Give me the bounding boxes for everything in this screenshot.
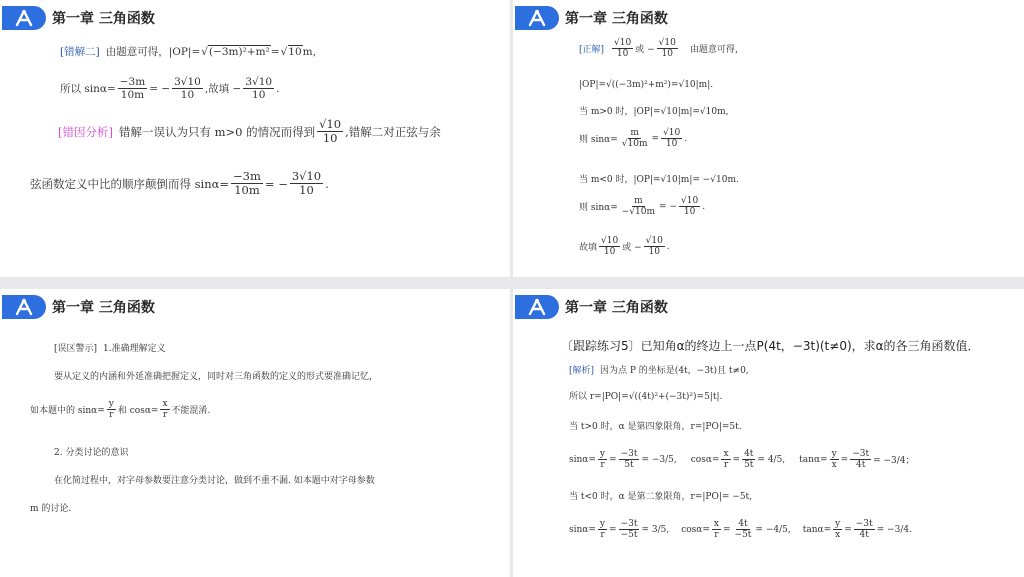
denominator: −5t (620, 530, 638, 541)
denominator: 10 (180, 89, 195, 102)
numerator: √10 (663, 128, 681, 138)
text: . (276, 82, 280, 95)
slide-header (515, 294, 668, 320)
fraction (620, 196, 657, 218)
numerator: y (835, 519, 841, 529)
chapter-title: 第一章 三角函数 (565, 300, 668, 316)
denominator: 4t (859, 530, 869, 541)
text: 错解一误认为只有 m>0 的情况而得到 (118, 124, 316, 139)
numerator: −3t (855, 519, 873, 529)
numerator: √10 (614, 38, 632, 48)
text: 或 − (622, 243, 642, 254)
denominator: x (831, 460, 837, 471)
text: tanα= (802, 524, 832, 535)
numerator: −3t (620, 449, 638, 459)
denominator: 4t (855, 460, 866, 471)
fraction (850, 449, 871, 471)
denominator: r (162, 410, 168, 421)
numerator: 3√10 (291, 169, 322, 183)
slide-header (2, 5, 155, 31)
exercise-prompt: 〔跟踪练习5〕已知角α的终边上一点P(4t，−3t)(t≠0)，求α的各三角函数值． (561, 339, 980, 353)
slide-header (515, 5, 668, 31)
denominator: r (600, 530, 605, 541)
text: = −3/4. (876, 524, 912, 535)
logo-badge (515, 295, 559, 319)
text-line (60, 44, 316, 59)
denominator: −√10m (621, 207, 656, 218)
numerator: √10 (601, 236, 619, 246)
text: tanα= (799, 454, 828, 465)
text: 则 sinα= (579, 135, 618, 146)
numerator: √10 (681, 196, 699, 206)
fraction (620, 128, 650, 150)
fraction (160, 399, 169, 421)
denominator: 10 (648, 247, 660, 258)
denominator: 10 (665, 139, 678, 150)
numerator: y (599, 449, 606, 459)
slide-2 (513, 0, 1024, 277)
denominator: −5t (734, 530, 752, 541)
denominator: 10 (616, 49, 629, 60)
numerator: x (723, 449, 729, 459)
text: 由题意可得，|OP|= (105, 46, 201, 58)
fraction (231, 170, 263, 197)
numerator: x (713, 519, 719, 529)
text-line (569, 363, 749, 376)
slide-4 (513, 289, 1024, 577)
text: cosα= (690, 454, 720, 465)
text-line: 当 t>0 时，α 是第四象限角，r=|PO|=5t. (569, 422, 742, 432)
fraction (679, 196, 700, 218)
text-line (579, 236, 670, 258)
text: ,错解二对正弦与余 (345, 124, 441, 139)
sqrt (280, 46, 303, 58)
compass-icon (526, 298, 548, 316)
text: 不能混淆. (171, 406, 211, 417)
text-line: 在化简过程中，对字母参数要注意分类讨论，做到不重不漏. 如本题中对字母参数 (54, 476, 375, 486)
fraction (118, 76, 147, 101)
fraction (721, 449, 730, 471)
text: 或 − (635, 45, 655, 56)
text-line: 当 t<0 时，α 是第二象限角，r=|PO|= −5t, (569, 492, 753, 502)
compass-icon (13, 9, 35, 27)
section-tag: [误区警示] (54, 344, 98, 354)
logo-badge (2, 6, 46, 30)
fraction (598, 519, 607, 541)
numerator: y (599, 519, 606, 529)
section-tag: [解析] (569, 366, 595, 376)
denominator: 10 (661, 49, 673, 60)
text: 由题意可得， (689, 45, 744, 56)
text: . (684, 133, 688, 144)
text: 和 cosα= (117, 406, 159, 417)
text-line (579, 38, 744, 60)
denominator: 10 (683, 207, 696, 218)
fraction (619, 519, 640, 541)
numerator: √10 (319, 117, 342, 131)
logo-badge (2, 295, 46, 319)
numerator: −3m (119, 76, 146, 88)
formula-line: sinα= $\frac{y}{r}$ = $\frac{-3t}{-5t}$ = 3/5, cosα= $\frac{x}{r}$ = $\frac{4t}{-5t}$ = −4/5, tanα= $\frac{y}{x}$ = $\frac{-3t}{4t}$ = −3/4. (569, 519, 912, 541)
numerator: −3m (233, 169, 261, 183)
numerator: m (630, 128, 639, 138)
text: 1.准确理解定义 (103, 344, 166, 354)
text: = −3/4； (873, 456, 915, 467)
fraction (833, 519, 842, 541)
denominator: √10m (621, 139, 648, 150)
text: = 4/5, (757, 454, 786, 465)
text-line (30, 399, 210, 421)
text: = − (659, 201, 677, 212)
denominator: 10 (322, 131, 338, 146)
denominator: 10 (603, 247, 616, 258)
text-line (30, 170, 329, 197)
text-line: m 的讨论. (30, 504, 72, 514)
compass-icon (13, 298, 35, 316)
denominator: 10m (120, 89, 145, 102)
text: = −4/5, (755, 524, 791, 535)
text-line (579, 196, 705, 218)
text-line: 2. 分类讨论的意识 (54, 448, 129, 458)
fraction (733, 519, 754, 541)
denominator: r (714, 530, 719, 541)
section-tag: [错解二] (60, 46, 100, 58)
text: sinα= (569, 524, 596, 535)
text: 则 sinα= (579, 203, 618, 214)
text-line: 当 m>0 时，|OP|=√10|m|=√10m, (579, 107, 729, 117)
denominator: 10 (252, 89, 266, 102)
slide-1 (0, 0, 510, 277)
fraction (854, 519, 875, 541)
formula-line: sinα= $\frac{y}{r}$ = $\frac{-3t}{5t}$ = −3/5, cosα= $\frac{x}{r}$ = $\frac{4t}{5t}$ = 4/5, tanα= $\frac{y}{x}$ = $\frac{-3t}{4t}$ = −3/4； (569, 449, 915, 471)
text: sinα= (569, 454, 596, 465)
sqrt (200, 46, 271, 58)
text: = − (149, 82, 171, 95)
text: 故填 (579, 243, 598, 254)
text: cosα= (681, 524, 710, 535)
denominator: 10 (299, 183, 314, 198)
text: = (651, 133, 660, 144)
fraction (317, 118, 343, 145)
fraction (599, 236, 620, 258)
chapter-title: 第一章 三角函数 (565, 11, 668, 27)
numerator: y (108, 399, 114, 409)
chapter-title: 第一章 三角函数 (52, 11, 155, 27)
fraction (712, 519, 721, 541)
fraction (644, 236, 665, 258)
numerator: −3t (620, 519, 638, 529)
denominator: r (109, 410, 114, 421)
numerator: 3√10 (245, 76, 273, 88)
section-tag: [正解] (579, 45, 605, 56)
denominator: r (723, 460, 729, 471)
fraction (290, 170, 323, 197)
numerator: −3t (852, 449, 870, 459)
fraction (172, 76, 203, 101)
chapter-title: 第一章 三角函数 (52, 300, 155, 316)
fraction (619, 449, 640, 471)
slide-3 (0, 289, 510, 577)
compass-icon (526, 9, 548, 27)
section-tag: [错因分析] (58, 124, 113, 139)
text-line (579, 128, 687, 150)
radicand: √ (−3m)²+m² (208, 45, 271, 58)
slide-header (2, 294, 155, 320)
fraction (243, 76, 274, 101)
fraction (657, 38, 678, 60)
fraction (598, 449, 607, 471)
text: = 3/5, (641, 524, 670, 535)
text: m, (302, 45, 316, 58)
numerator: 3√10 (174, 76, 201, 88)
numerator: m (634, 196, 643, 206)
text-line (54, 341, 166, 354)
text: = − (264, 176, 288, 191)
text: 因为点 P 的坐标是(4t，−3t)且 t≠0, (600, 366, 749, 376)
text: = (270, 45, 280, 58)
numerator: √10 (645, 236, 663, 246)
text-line (58, 118, 441, 145)
numerator: 4t (738, 519, 748, 529)
fraction (830, 449, 839, 471)
denominator: r (600, 460, 605, 471)
denominator: 10m (234, 183, 260, 198)
text: . (702, 201, 706, 212)
text: . (666, 241, 670, 252)
text-line: 所以 r=|PO|=√((4t)²+(−3t)²)=5|t|. (569, 392, 723, 402)
text: = −3/5, (641, 454, 677, 465)
text-line (60, 76, 279, 101)
text-line: 要从定义的内涵和外延准确把握定义，同时对三角函数的定义的形式要准确记忆， (54, 372, 379, 382)
fraction (612, 38, 633, 60)
radicand: √ 10 (288, 45, 303, 58)
denominator: 5t (744, 460, 754, 471)
numerator: x (162, 399, 168, 409)
logo-badge (515, 6, 559, 30)
fraction (107, 399, 116, 421)
fraction (742, 449, 755, 471)
denominator: 5t (624, 460, 634, 471)
text: 弦函数定义中比的顺序颠倒而得 sinα= (30, 176, 230, 191)
numerator: 4t (744, 449, 754, 459)
denominator: x (835, 530, 841, 541)
text-line: 当 m<0 时，|OP|=√10|m|= −√10m. (579, 175, 739, 185)
numerator: √10 (658, 38, 676, 48)
numerator: y (831, 449, 837, 459)
fraction (661, 128, 682, 150)
text: 所以 sinα= (60, 83, 116, 96)
text: 如本题中的 sinα= (30, 406, 105, 417)
text: ,故填 − (204, 83, 242, 96)
text-line: |OP|=√((−3m)²+m²)=√10|m|. (579, 80, 714, 90)
text: . (325, 176, 329, 191)
